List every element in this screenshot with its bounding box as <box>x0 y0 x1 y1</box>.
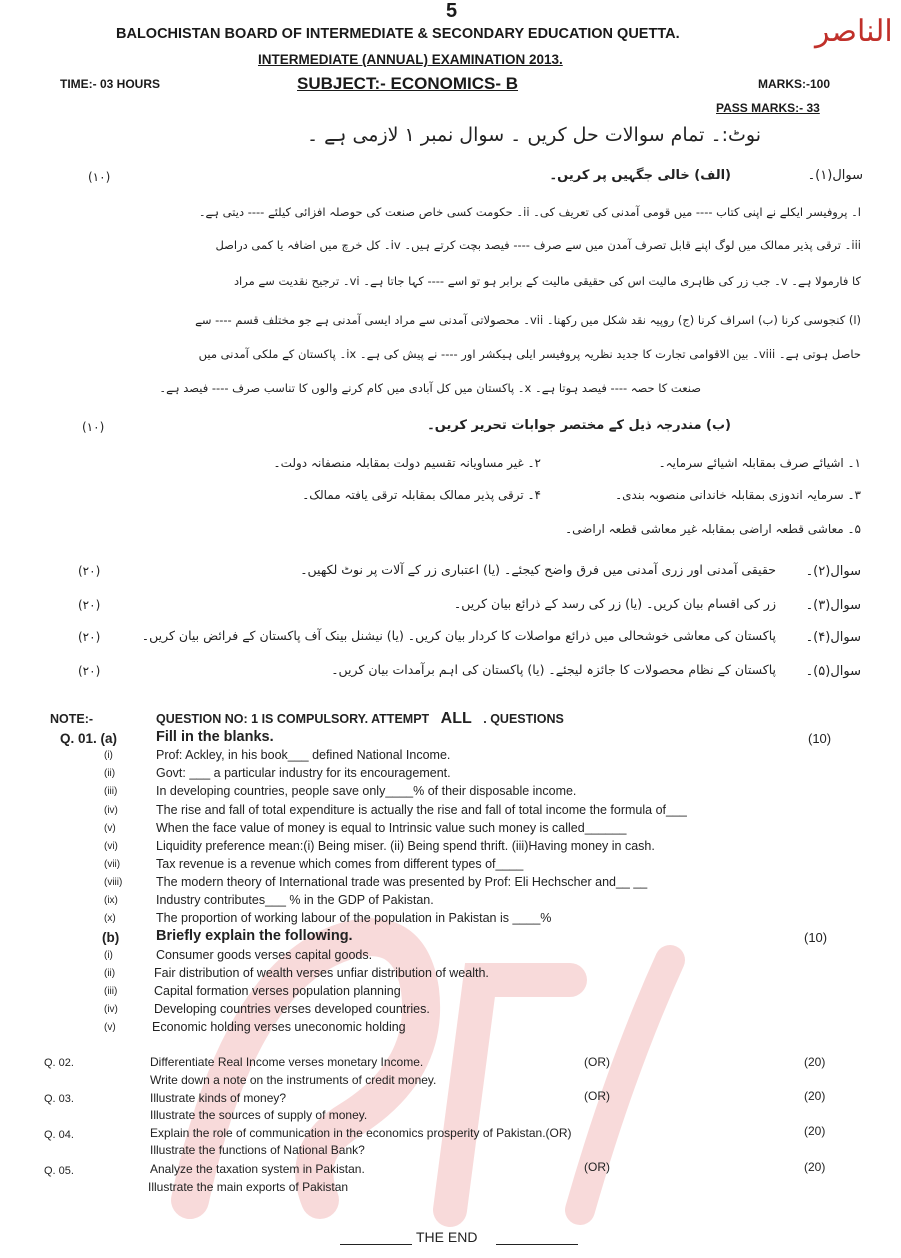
urdu-q-marks: (۲۰) <box>78 630 101 644</box>
fill-text: Prof: Ackley, in his book___ defined National Income. <box>156 748 451 762</box>
q-text: Differentiate Real Income verses monetary Income. <box>150 1055 424 1069</box>
urdu-q1b-title: (ب) مندرجہ ذیل کے مختصر جوابات تحریر کریں۔ <box>427 418 731 433</box>
urdu-fill-line: (ا) کنجوسی کرنا (ب) اسراف کرنا (ج) روپیہ نقد شکل میں رکھنا۔ vii۔ محصولاتی آمدنی سے مراد ایسی آمدنی ہے جو مختلف قسم ---- سے <box>195 313 861 327</box>
subject-title: SUBJECT:- ECONOMICS- B <box>297 74 519 93</box>
urdu-q-label: سوال(۳)۔ <box>805 598 861 613</box>
urdu-q-label: سوال(۵)۔ <box>805 664 861 679</box>
urdu-q-text: حقیقی آمدنی اور زری آمدنی میں فرق واضح کیجئے۔ (یا) اعتباری زر کے آلات پر نوٹ لکھیں۔ <box>300 562 776 577</box>
the-end-line-right <box>496 1244 578 1245</box>
q-label: Q. 03. <box>44 1093 74 1105</box>
fill-num: (iv) <box>104 805 118 816</box>
fill-text: When the face value of money is equal to Intrinsic value such money is called______ <box>156 821 627 835</box>
q-marks: (20) <box>804 1124 826 1138</box>
q-label: Q. 05. <box>44 1165 74 1177</box>
urdu-q1a-marks: (۱۰) <box>88 170 111 184</box>
fill-text: Govt: ___ a particular industry for its encouragement. <box>156 766 451 780</box>
q1a-marks: (10) <box>808 731 832 746</box>
q-text: Illustrate kinds of money? <box>150 1091 287 1105</box>
q-label: Q. 04. <box>44 1129 74 1141</box>
marks-label: MARKS:-100 <box>758 77 831 91</box>
fill-text: In developing countries, people save only____% of their disposable income. <box>156 784 577 798</box>
fill-text: The rise and fall of total expenditure is actually the rise and fall of total income the formula of___ <box>156 803 687 817</box>
q-alt-text: Illustrate the sources of supply of money. <box>150 1108 368 1122</box>
urdu-q-label: سوال(۲)۔ <box>805 564 861 579</box>
urdu-q-text: پاکستان کی معاشی خوشحالی میں ذرائع مواصلات کا کردار بیان کریں۔ (یا) نیشنل بینک آف پاکستان کے فرائض بیان کریں۔ <box>141 628 776 643</box>
q-or: (OR) <box>584 1055 610 1069</box>
short-text: Economic holding verses uneconomic holding <box>152 1020 406 1034</box>
fill-text: The modern theory of International trade was presented by Prof: Eli Hechscher and__ __ <box>156 875 648 889</box>
q-or: (OR) <box>584 1160 610 1174</box>
urdu-q-marks: (۲۰) <box>78 598 101 612</box>
q1-label: Q. 01. (a) <box>60 731 118 746</box>
urdu-fill-line: کا فارمولا ہے۔ v۔ جب زر کی ظاہری مالیت اس کی حقیقی مالیت کے برابر ہو تو اسے ---- کہا جاتا ہے۔ vi۔ ترجیح نقدیت سے مراد <box>233 274 861 288</box>
urdu-fill-line: صنعت کا حصہ ---- فیصد ہوتا ہے۔ x۔ پاکستان میں کل آبادی میں کام کرنے والوں کا تناسب صرف ---- فیصد ہے۔ <box>159 381 701 395</box>
q1b-label: (b) <box>102 930 120 945</box>
urdu-q1a-title: (الف) خالی جگہیں پر کریں۔ <box>549 168 731 183</box>
q-alt-text: Write down a note on the instruments of credit money. <box>150 1073 437 1087</box>
urdu-q1-label: سوال(۱)۔ <box>807 168 863 183</box>
english-note-label: NOTE:- <box>50 712 94 726</box>
board-title: BALOCHISTAN BOARD OF INTERMEDIATE & SECONDARY EDUCATION QUETTA. <box>116 26 680 42</box>
q-marks: (20) <box>804 1160 826 1174</box>
fill-text: Industry contributes___ % in the GDP of Pakistan. <box>156 893 434 907</box>
q-alt-text: Illustrate the functions of National Bank? <box>150 1143 365 1157</box>
short-num: (iv) <box>104 1004 118 1015</box>
short-text: Consumer goods verses capital goods. <box>156 948 373 962</box>
urdu-q1b-marks: (۱۰) <box>82 420 105 434</box>
time-label: TIME:- 03 HOURS <box>60 77 161 91</box>
short-text: Fair distribution of wealth verses unfiar distribution of wealth. <box>154 966 489 980</box>
fill-num: (vi) <box>104 841 118 852</box>
fill-text: Tax revenue is a revenue which comes from different types of____ <box>156 857 524 871</box>
q-marks: (20) <box>804 1089 826 1103</box>
q-label: Q. 02. <box>44 1057 74 1069</box>
fill-text: The proportion of working labour of the population in Pakistan is ____% <box>156 911 552 925</box>
q-marks: (20) <box>804 1055 826 1069</box>
fill-num: (x) <box>104 913 116 924</box>
short-num: (i) <box>104 950 113 961</box>
q-alt-text: Illustrate the main exports of Pakistan <box>148 1180 349 1194</box>
exam-title: INTERMEDIATE (ANNUAL) EXAMINATION 2013. <box>258 52 563 67</box>
fill-num: (i) <box>104 750 113 761</box>
the-end-line-left <box>340 1244 412 1245</box>
pass-marks-label: PASS MARKS:- 33 <box>716 101 820 115</box>
short-num: (v) <box>104 1022 116 1033</box>
the-end: THE END <box>416 1229 478 1245</box>
fill-num: (iii) <box>104 786 118 797</box>
urdu-short-item: ۴۔ ترقی پذیر ممالک بمقابلہ ترقی یافتہ ممالک۔ <box>302 488 541 502</box>
q-or: (OR) <box>584 1089 610 1103</box>
urdu-q-text: پاکستان کے نظام محصولات کا جائزہ لیجئے۔ (یا) پاکستان کی اہم برآمدات بیان کریں۔ <box>331 662 776 677</box>
short-text: Capital formation verses population planning <box>154 984 401 998</box>
short-num: (iii) <box>104 986 118 997</box>
q-text: Analyze the taxation system in Pakistan. <box>150 1162 365 1176</box>
urdu-q-label: سوال(۴)۔ <box>805 630 861 645</box>
english-note-text <box>156 710 564 728</box>
q1b-marks: (10) <box>804 930 828 945</box>
urdu-short-item: ۱۔ اشیائے صرف بمقابلہ اشیائے سرمایہ۔ <box>658 456 861 470</box>
urdu-fill-line: ا۔ پروفیسر ایکلے نے اپنی کتاب ---- میں قومی آمدنی کی تعریف کی۔ ii۔ حکومت کسی خاص صنعت کی حوصلہ افزائی کیلئے ---- دیتی ہے۔ <box>198 205 861 219</box>
urdu-short-item: ۵۔ معاشی قطعہ اراضی بمقابلہ غیر معاشی قطعہ اراضی۔ <box>565 522 861 536</box>
fill-num: (vii) <box>104 859 121 870</box>
fill-text: Liquidity preference mean:(i) Being miser. (ii) Being spend thrift. (iii)Having money in cash. <box>156 839 655 853</box>
fill-num: (v) <box>104 823 116 834</box>
handwritten-corner: الناصر <box>815 14 893 49</box>
short-num: (ii) <box>104 968 116 979</box>
q-text: Explain the role of communication in the economics prosperity of Pakistan.(OR) <box>150 1126 572 1140</box>
q1a-title: Fill in the blanks. <box>156 729 274 745</box>
note-all: ALL <box>440 710 472 727</box>
fill-num: (viii) <box>104 877 123 888</box>
note-text: QUESTION NO: 1 IS COMPULSORY. ATTEMPT <box>156 712 430 726</box>
urdu-short-item: ۲۔ غیر مساویانہ تقسیم دولت بمقابلہ منصفانہ دولت۔ <box>273 456 541 470</box>
urdu-note: نوٹ:۔ تمام سوالات حل کریں ۔ سوال نمبر ۱ لازمی ہے ۔ <box>306 124 761 146</box>
fill-num: (ix) <box>104 895 118 906</box>
urdu-q-marks: (۲۰) <box>78 664 101 678</box>
q1b-title: Briefly explain the following. <box>156 928 353 944</box>
urdu-short-item: ۳۔ سرمایہ اندوزی بمقابلہ خاندانی منصوبہ بندی۔ <box>615 488 861 502</box>
short-text: Developing countries verses developed countries. <box>154 1002 430 1016</box>
note-end: . QUESTIONS <box>483 712 564 726</box>
fill-num: (ii) <box>104 768 116 779</box>
urdu-q-text: زر کی اقسام بیان کریں۔ (یا) زر کی رسد کے ذرائع بیان کریں۔ <box>453 596 776 611</box>
page-mark: 5 <box>446 0 458 22</box>
urdu-fill-line: iii۔ ترقی پذیر ممالک میں لوگ اپنے قابل تصرف آمدن میں سے صرف ---- فیصد بچت کرتے ہیں۔ iv۔ کل خرچ میں اضافہ یا کمی دراصل <box>215 238 861 252</box>
urdu-fill-line: حاصل ہوتی ہے۔ viii۔ بین الاقوامی تجارت کا جدید نظریہ پروفیسر ایلی ہیکشر اور ---- نے پیش کی ہے۔ ix۔ پاکستان کے ملکی آمدنی میں <box>198 347 861 361</box>
urdu-q-marks: (۲۰) <box>78 564 101 578</box>
